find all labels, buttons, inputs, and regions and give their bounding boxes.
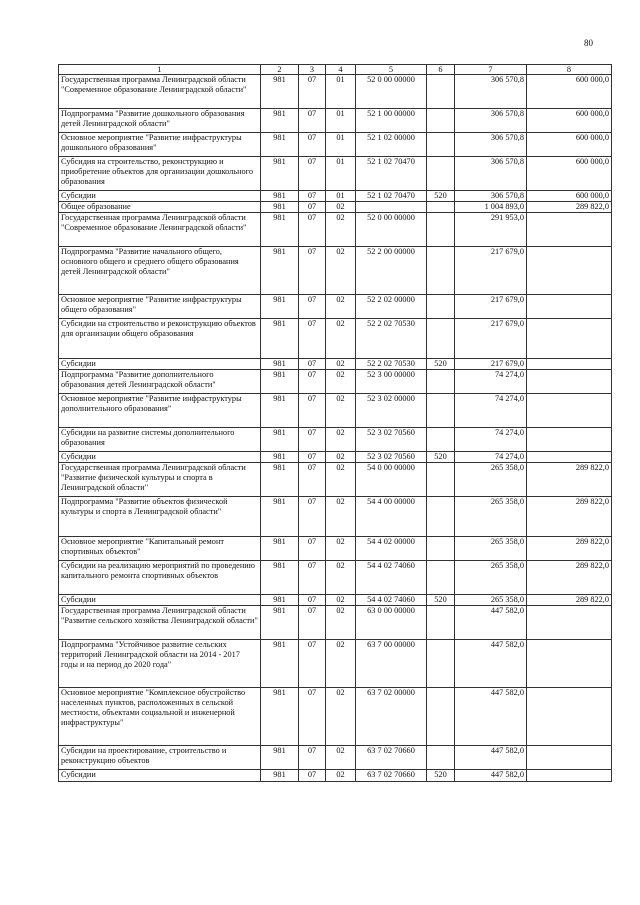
row-value-cell: 02 xyxy=(326,394,356,428)
row-value-cell: 981 xyxy=(261,428,299,452)
row-value-cell: 981 xyxy=(261,595,299,606)
row-name-cell: Подпрограмма "Развитие дошкольного образования детей Ленинградской области" xyxy=(59,109,261,133)
row-value-cell: 981 xyxy=(261,561,299,595)
table-row xyxy=(59,770,612,782)
row-value-cell: 07 xyxy=(299,247,326,295)
table-row xyxy=(59,319,612,359)
row-value-cell: 600 000,0 xyxy=(527,75,612,109)
row-name-cell: Субсидии xyxy=(59,452,261,463)
row-value-cell xyxy=(527,428,612,452)
row-value-cell xyxy=(427,497,455,537)
row-value-cell xyxy=(427,247,455,295)
table-body xyxy=(59,75,612,782)
header-cell: 8 xyxy=(527,65,612,75)
row-value-cell xyxy=(427,213,455,247)
row-value-cell: 981 xyxy=(261,394,299,428)
row-value-cell: 02 xyxy=(326,640,356,688)
row-value-cell xyxy=(527,394,612,428)
row-value-cell: 289 822,0 xyxy=(527,202,612,213)
row-value-cell: 600 000,0 xyxy=(527,109,612,133)
row-value-cell: 02 xyxy=(326,606,356,640)
row-value-cell: 07 xyxy=(299,595,326,606)
row-name-cell: Субсидии xyxy=(59,770,261,782)
row-name-cell: Субсидии на строительство и реконструкцию объектов для организации общего образования xyxy=(59,319,261,359)
row-value-cell: 52 0 00 00000 xyxy=(356,213,427,247)
row-value-cell: 981 xyxy=(261,537,299,561)
row-value-cell: 981 xyxy=(261,606,299,640)
row-value-cell: 981 xyxy=(261,202,299,213)
row-value-cell xyxy=(427,746,455,770)
row-value-cell: 54 4 02 74060 xyxy=(356,561,427,595)
row-value-cell: 52 3 02 70560 xyxy=(356,428,427,452)
table-row xyxy=(59,746,612,770)
row-value-cell: 07 xyxy=(299,394,326,428)
row-value-cell xyxy=(527,359,612,370)
row-value-cell: 52 1 02 00000 xyxy=(356,133,427,157)
row-name-cell: Основное мероприятие "Капитальный ремонт спортивных объектов" xyxy=(59,537,261,561)
row-value-cell: 52 0 00 00000 xyxy=(356,75,427,109)
row-value-cell: 07 xyxy=(299,561,326,595)
row-value-cell: 52 1 00 00000 xyxy=(356,109,427,133)
row-value-cell xyxy=(356,202,427,213)
row-value-cell: 52 1 02 70470 xyxy=(356,157,427,191)
row-value-cell: 981 xyxy=(261,295,299,319)
row-value-cell: 981 xyxy=(261,319,299,359)
row-value-cell xyxy=(427,688,455,746)
row-value-cell: 01 xyxy=(326,157,356,191)
row-value-cell: 07 xyxy=(299,157,326,191)
row-value-cell: 01 xyxy=(326,109,356,133)
row-name-cell: Субсидии на развитие системы дополнительного образования xyxy=(59,428,261,452)
row-value-cell xyxy=(427,133,455,157)
row-value-cell: 52 2 02 70530 xyxy=(356,359,427,370)
row-value-cell: 265 358,0 xyxy=(455,561,527,595)
budget-table xyxy=(58,64,612,782)
table-row xyxy=(59,213,612,247)
row-value-cell: 02 xyxy=(326,537,356,561)
header-cell: 7 xyxy=(455,65,527,75)
table-row xyxy=(59,640,612,688)
row-value-cell: 981 xyxy=(261,497,299,537)
row-value-cell: 447 582,0 xyxy=(455,770,527,782)
table-row xyxy=(59,191,612,202)
row-value-cell: 447 582,0 xyxy=(455,746,527,770)
row-value-cell: 306 570,8 xyxy=(455,109,527,133)
row-value-cell: 289 822,0 xyxy=(527,537,612,561)
table-row xyxy=(59,157,612,191)
row-value-cell: 981 xyxy=(261,157,299,191)
table-row xyxy=(59,561,612,595)
row-value-cell: 981 xyxy=(261,133,299,157)
row-value-cell: 981 xyxy=(261,746,299,770)
row-value-cell: 265 358,0 xyxy=(455,537,527,561)
row-value-cell: 07 xyxy=(299,770,326,782)
row-value-cell: 447 582,0 xyxy=(455,606,527,640)
row-value-cell xyxy=(427,157,455,191)
row-value-cell: 02 xyxy=(326,213,356,247)
row-value-cell: 54 4 00 00000 xyxy=(356,497,427,537)
row-value-cell xyxy=(527,606,612,640)
row-name-cell: Государственная программа Ленинградской области "Развитие сельского хозяйства Ленинградской области" xyxy=(59,606,261,640)
row-value-cell xyxy=(427,319,455,359)
row-value-cell: 52 3 02 70560 xyxy=(356,452,427,463)
row-value-cell: 981 xyxy=(261,688,299,746)
table-row xyxy=(59,595,612,606)
row-value-cell: 981 xyxy=(261,359,299,370)
table-row xyxy=(59,133,612,157)
row-value-cell: 07 xyxy=(299,640,326,688)
row-value-cell: 07 xyxy=(299,75,326,109)
row-value-cell xyxy=(527,247,612,295)
row-value-cell xyxy=(427,295,455,319)
row-value-cell: 981 xyxy=(261,770,299,782)
row-value-cell: 981 xyxy=(261,213,299,247)
row-value-cell: 600 000,0 xyxy=(527,133,612,157)
row-value-cell: 01 xyxy=(326,191,356,202)
row-value-cell: 07 xyxy=(299,295,326,319)
row-value-cell: 02 xyxy=(326,497,356,537)
row-value-cell xyxy=(427,537,455,561)
row-value-cell: 981 xyxy=(261,640,299,688)
row-value-cell: 02 xyxy=(326,452,356,463)
row-value-cell xyxy=(427,561,455,595)
row-value-cell xyxy=(527,295,612,319)
row-value-cell xyxy=(527,688,612,746)
row-value-cell: 07 xyxy=(299,497,326,537)
table-row xyxy=(59,394,612,428)
row-value-cell: 02 xyxy=(326,247,356,295)
row-value-cell xyxy=(427,640,455,688)
row-value-cell xyxy=(527,213,612,247)
table-row xyxy=(59,75,612,109)
row-value-cell: 306 570,8 xyxy=(455,75,527,109)
row-name-cell: Субсидия на строительство, реконструкцию и приобретение объектов для организации дошкольного образования xyxy=(59,157,261,191)
row-value-cell: 02 xyxy=(326,595,356,606)
row-value-cell: 02 xyxy=(326,688,356,746)
table-row xyxy=(59,370,612,394)
row-value-cell: 52 1 02 70470 xyxy=(356,191,427,202)
row-value-cell: 54 4 02 74060 xyxy=(356,595,427,606)
table-row xyxy=(59,497,612,537)
row-value-cell: 52 3 00 00000 xyxy=(356,370,427,394)
row-value-cell: 520 xyxy=(427,452,455,463)
row-value-cell xyxy=(527,746,612,770)
row-value-cell: 07 xyxy=(299,133,326,157)
row-value-cell: 217 679,0 xyxy=(455,295,527,319)
row-value-cell: 306 570,8 xyxy=(455,133,527,157)
row-name-cell: Подпрограмма "Развитие начального общего, основного общего и среднего общего образования детей Ленинградской области" xyxy=(59,247,261,295)
row-value-cell: 02 xyxy=(326,295,356,319)
row-value-cell: 600 000,0 xyxy=(527,191,612,202)
row-value-cell: 289 822,0 xyxy=(527,497,612,537)
table-row xyxy=(59,463,612,497)
row-value-cell: 981 xyxy=(261,109,299,133)
row-value-cell: 520 xyxy=(427,595,455,606)
row-value-cell xyxy=(427,109,455,133)
header-cell: 5 xyxy=(356,65,427,75)
row-value-cell: 07 xyxy=(299,109,326,133)
row-value-cell: 289 822,0 xyxy=(527,561,612,595)
row-value-cell: 981 xyxy=(261,247,299,295)
table-row xyxy=(59,247,612,295)
row-value-cell: 306 570,8 xyxy=(455,157,527,191)
row-name-cell: Основное мероприятие "Развитие инфраструктуры общего образования" xyxy=(59,295,261,319)
row-name-cell: Общее образование xyxy=(59,202,261,213)
row-value-cell: 63 7 02 70660 xyxy=(356,770,427,782)
row-name-cell: Государственная программа Ленинградской области "Современное образование Ленинградской области" xyxy=(59,75,261,109)
row-value-cell: 07 xyxy=(299,428,326,452)
page-number: 80 xyxy=(584,38,593,48)
row-value-cell xyxy=(427,463,455,497)
row-value-cell: 01 xyxy=(326,133,356,157)
row-value-cell: 07 xyxy=(299,452,326,463)
row-value-cell: 07 xyxy=(299,746,326,770)
table-row xyxy=(59,688,612,746)
row-value-cell: 217 679,0 xyxy=(455,319,527,359)
table-row xyxy=(59,202,612,213)
row-value-cell: 217 679,0 xyxy=(455,247,527,295)
row-value-cell: 265 358,0 xyxy=(455,595,527,606)
row-value-cell: 63 7 02 00000 xyxy=(356,688,427,746)
row-value-cell xyxy=(427,202,455,213)
row-value-cell: 447 582,0 xyxy=(455,688,527,746)
row-name-cell: Субсидии xyxy=(59,191,261,202)
row-value-cell: 1 004 893,0 xyxy=(455,202,527,213)
table-row xyxy=(59,452,612,463)
table-row xyxy=(59,109,612,133)
row-value-cell: 520 xyxy=(427,359,455,370)
row-name-cell: Основное мероприятие "Развитие инфраструктуры дополнительного образования" xyxy=(59,394,261,428)
row-value-cell xyxy=(427,606,455,640)
row-value-cell: 07 xyxy=(299,688,326,746)
row-value-cell: 74 274,0 xyxy=(455,452,527,463)
row-value-cell: 07 xyxy=(299,370,326,394)
row-value-cell: 02 xyxy=(326,370,356,394)
header-cell: 4 xyxy=(326,65,356,75)
row-value-cell: 02 xyxy=(326,319,356,359)
table-row xyxy=(59,359,612,370)
table-row xyxy=(59,537,612,561)
row-value-cell: 52 2 02 00000 xyxy=(356,295,427,319)
row-value-cell xyxy=(527,370,612,394)
row-value-cell: 02 xyxy=(326,746,356,770)
row-value-cell: 02 xyxy=(326,428,356,452)
row-value-cell: 981 xyxy=(261,191,299,202)
row-value-cell: 54 0 00 00000 xyxy=(356,463,427,497)
row-value-cell: 520 xyxy=(427,191,455,202)
row-value-cell: 63 7 00 00000 xyxy=(356,640,427,688)
row-name-cell: Субсидии на реализацию мероприятий по проведению капитального ремонта спортивных объектов xyxy=(59,561,261,595)
row-value-cell: 54 4 02 00000 xyxy=(356,537,427,561)
row-value-cell: 02 xyxy=(326,463,356,497)
row-value-cell xyxy=(427,75,455,109)
row-value-cell: 265 358,0 xyxy=(455,497,527,537)
row-value-cell: 02 xyxy=(326,202,356,213)
row-value-cell: 981 xyxy=(261,452,299,463)
row-value-cell: 02 xyxy=(326,770,356,782)
row-value-cell: 07 xyxy=(299,606,326,640)
row-value-cell: 981 xyxy=(261,463,299,497)
row-value-cell: 289 822,0 xyxy=(527,595,612,606)
row-value-cell: 265 358,0 xyxy=(455,463,527,497)
header-cell: 1 xyxy=(59,65,261,75)
row-value-cell: 600 000,0 xyxy=(527,157,612,191)
row-value-cell: 74 274,0 xyxy=(455,370,527,394)
table-row xyxy=(59,295,612,319)
row-name-cell: Субсидии xyxy=(59,595,261,606)
header-cell: 6 xyxy=(427,65,455,75)
row-value-cell: 217 679,0 xyxy=(455,359,527,370)
row-value-cell: 02 xyxy=(326,359,356,370)
row-value-cell: 74 274,0 xyxy=(455,428,527,452)
row-value-cell xyxy=(427,370,455,394)
row-value-cell: 07 xyxy=(299,191,326,202)
row-value-cell: 07 xyxy=(299,213,326,247)
row-value-cell: 74 274,0 xyxy=(455,394,527,428)
row-value-cell: 291 953,0 xyxy=(455,213,527,247)
row-value-cell xyxy=(427,428,455,452)
row-name-cell: Подпрограмма "Устойчивое развитие сельских территорий Ленинградской области на 2014 - 2017 годы и на период до 2020 года" xyxy=(59,640,261,688)
row-value-cell: 447 582,0 xyxy=(455,640,527,688)
row-name-cell: Основное мероприятие "Комплексное обустройство населенных пунктов, расположенных в сельской местности, объектами социальной и инженерной инфраструктуры" xyxy=(59,688,261,746)
row-name-cell: Подпрограмма "Развитие объектов физической культуры и спорта в Ленинградской области" xyxy=(59,497,261,537)
table-row xyxy=(59,428,612,452)
row-value-cell: 02 xyxy=(326,561,356,595)
row-value-cell xyxy=(527,319,612,359)
row-value-cell: 01 xyxy=(326,75,356,109)
row-value-cell: 07 xyxy=(299,537,326,561)
row-value-cell: 52 2 02 70530 xyxy=(356,319,427,359)
row-value-cell: 981 xyxy=(261,75,299,109)
row-name-cell: Основное мероприятие "Развитие инфраструктуры дошкольного образования" xyxy=(59,133,261,157)
header-row xyxy=(59,65,612,75)
row-value-cell: 52 2 00 00000 xyxy=(356,247,427,295)
row-value-cell: 07 xyxy=(299,359,326,370)
row-name-cell: Субсидии xyxy=(59,359,261,370)
row-name-cell: Субсидии на проектирование, строительство и реконструкцию объектов xyxy=(59,746,261,770)
row-name-cell: Государственная программа Ленинградской области "Современное образование Ленинградской области" xyxy=(59,213,261,247)
row-value-cell xyxy=(527,770,612,782)
row-value-cell: 520 xyxy=(427,770,455,782)
row-value-cell: 07 xyxy=(299,319,326,359)
row-value-cell: 289 822,0 xyxy=(527,463,612,497)
row-value-cell: 07 xyxy=(299,202,326,213)
header-cell: 3 xyxy=(299,65,326,75)
row-value-cell: 07 xyxy=(299,463,326,497)
row-name-cell: Подпрограмма "Развитие дополнительного образования детей Ленинградской области" xyxy=(59,370,261,394)
row-value-cell: 63 7 02 70660 xyxy=(356,746,427,770)
row-value-cell: 63 0 00 00000 xyxy=(356,606,427,640)
row-value-cell xyxy=(527,640,612,688)
row-value-cell: 981 xyxy=(261,370,299,394)
row-value-cell: 52 3 02 00000 xyxy=(356,394,427,428)
row-value-cell xyxy=(427,394,455,428)
row-value-cell: 306 570,8 xyxy=(455,191,527,202)
header-cell: 2 xyxy=(261,65,299,75)
row-name-cell: Государственная программа Ленинградской области "Развитие физической культуры и спорта в Ленинградской области" xyxy=(59,463,261,497)
table-row xyxy=(59,606,612,640)
row-value-cell xyxy=(527,452,612,463)
